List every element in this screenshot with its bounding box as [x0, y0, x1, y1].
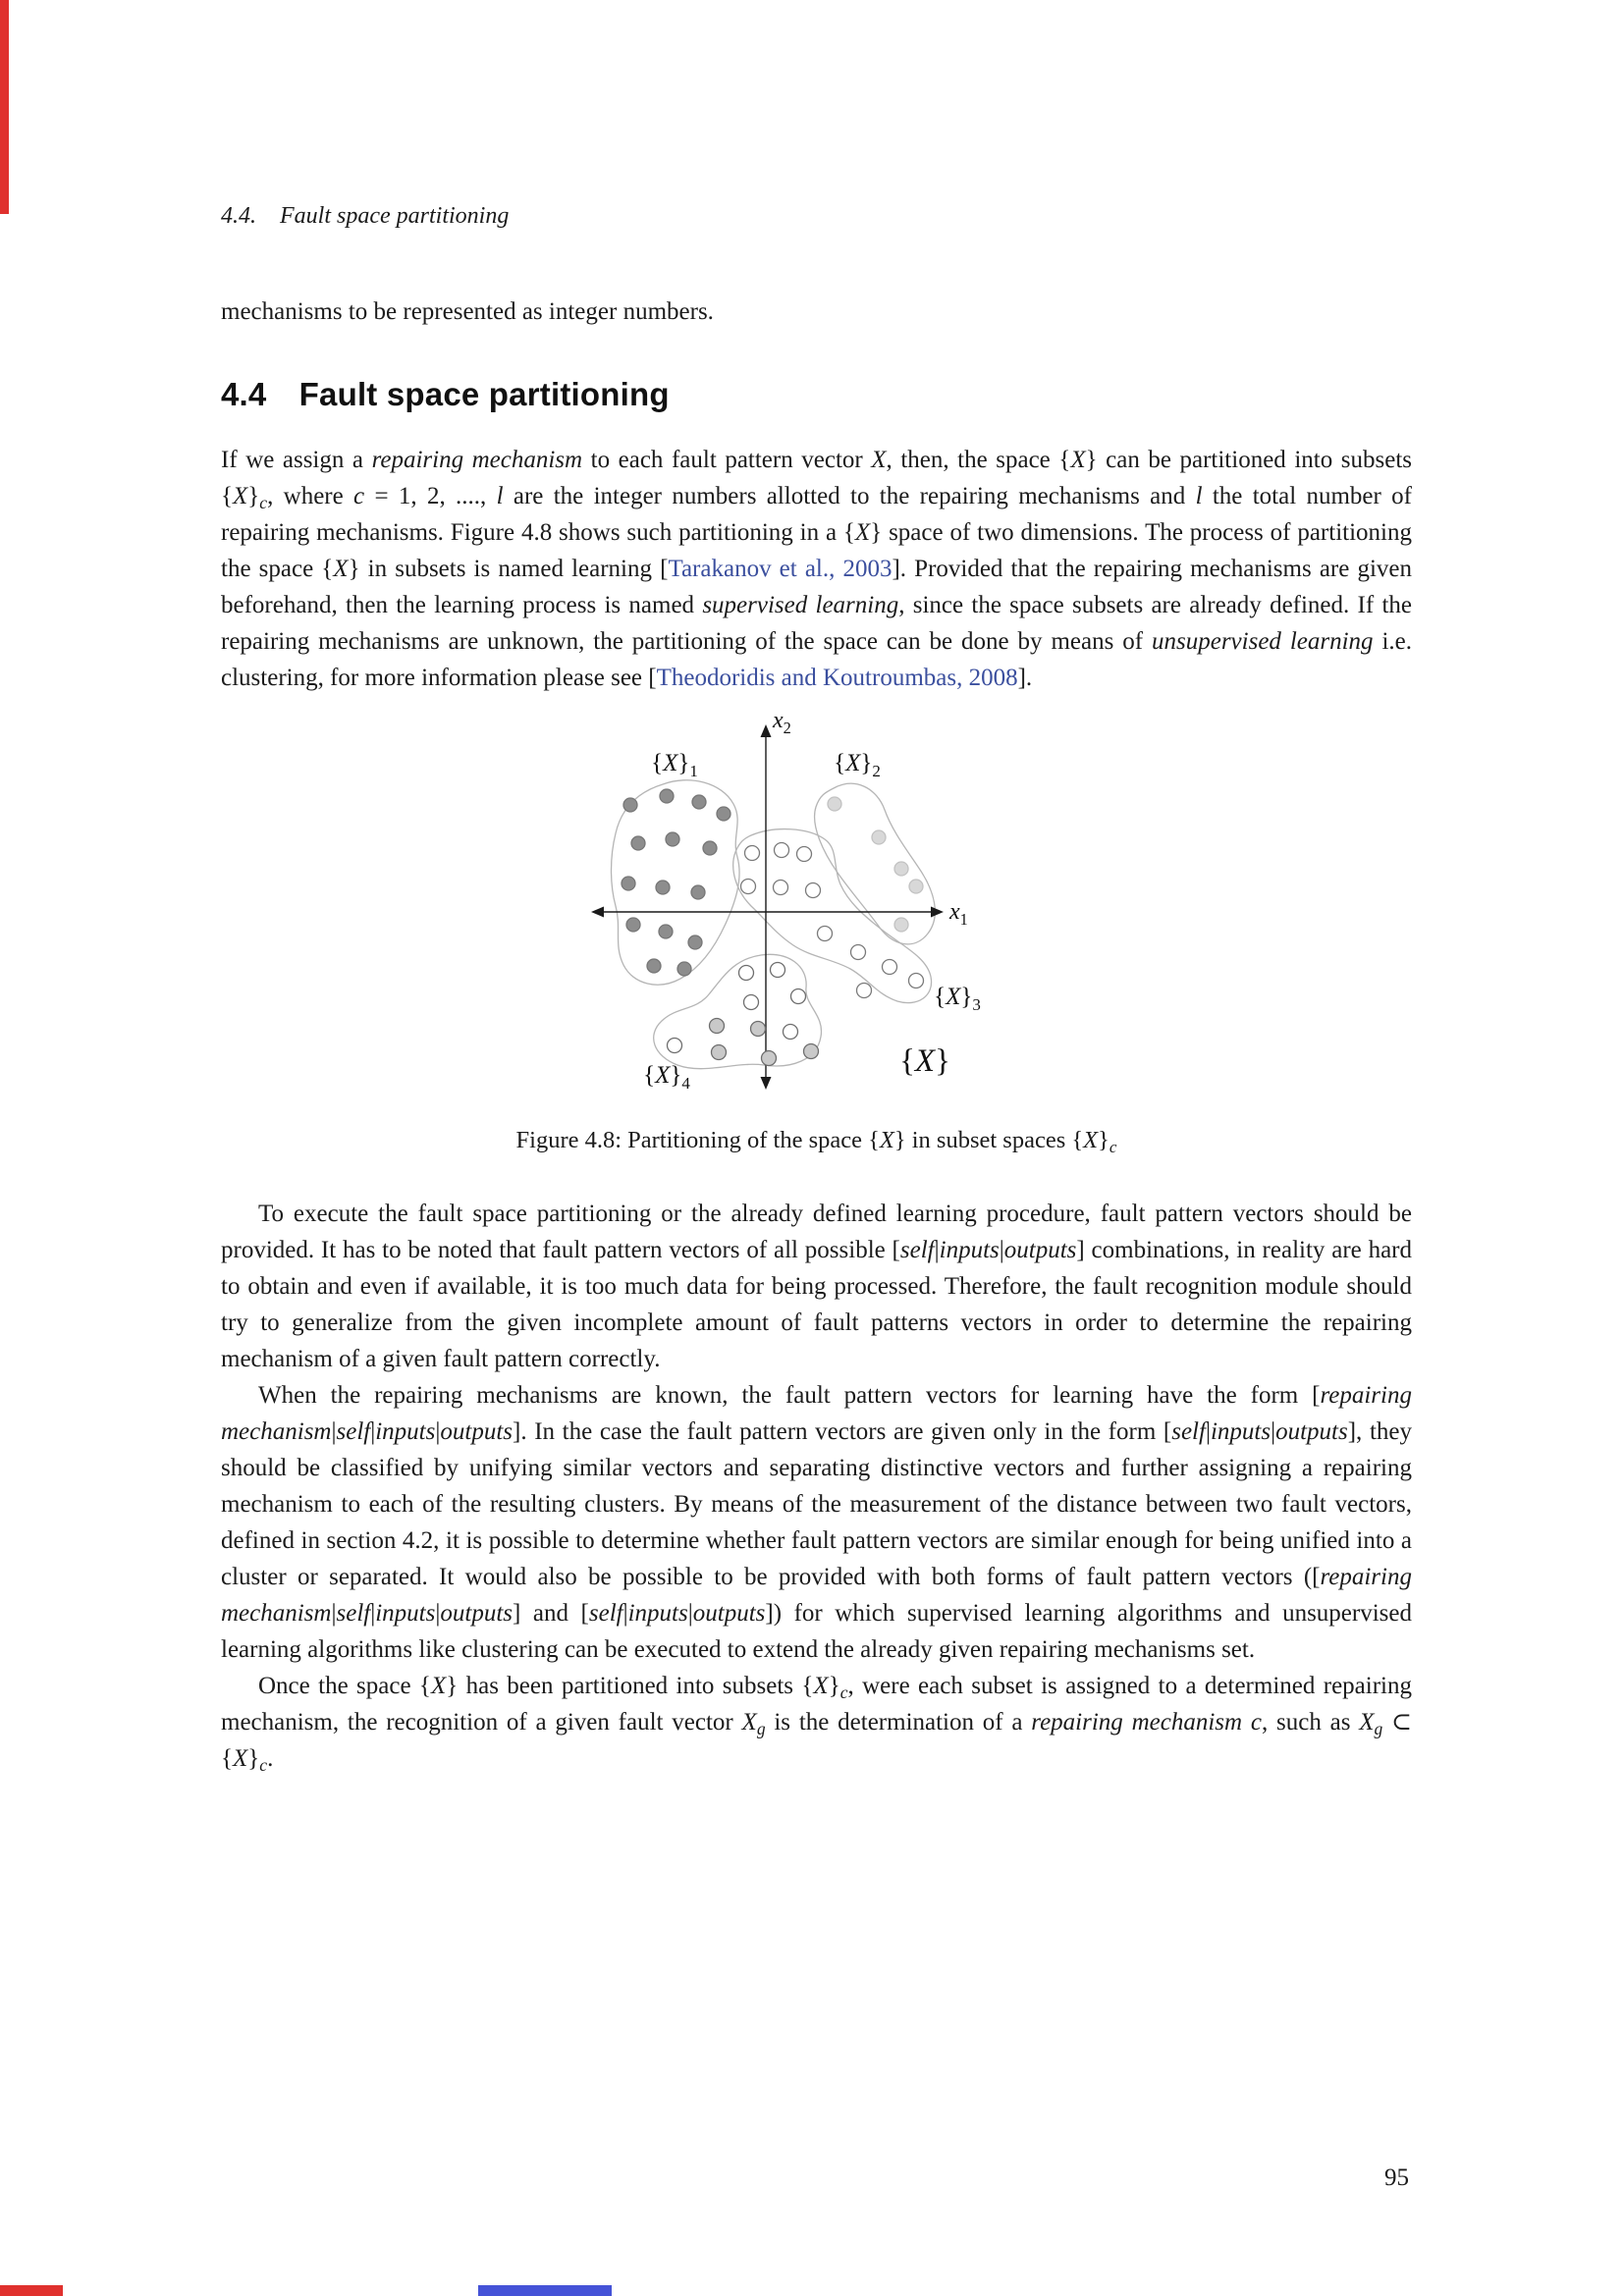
data-point-subset-3-open [796, 847, 811, 862]
body-paragraph-1 [221, 442, 1412, 696]
text-run: self [336, 1418, 371, 1445]
body-paragraph-3 [221, 1377, 1412, 1668]
data-point-subset-1-dark [623, 798, 637, 812]
text-run: i.e. clustering, for more information please see [ [221, 628, 1413, 691]
cluster-label: $\{X\}_1$ [650, 750, 698, 780]
data-point-subset-1-dark [692, 795, 706, 809]
figure-4-8-scatter [586, 710, 1048, 1107]
text-run: inputs [375, 1418, 436, 1445]
text-run: repairing mechanism [221, 1382, 1412, 1445]
text-run: , since the space subsets are already defined. If the repairing mechanisms are unknown, the partitioning of the space can be done by means of [221, 592, 1412, 655]
text-run: outputs [440, 1600, 513, 1627]
text-run: l [1195, 483, 1203, 509]
text-run: g [1374, 1718, 1383, 1738]
data-point-subset-4-gray [761, 1051, 776, 1066]
figure-caption [221, 1125, 1412, 1156]
cluster-label: $\{X\}_4$ [642, 1062, 690, 1093]
text-run: X [1070, 447, 1086, 473]
text-run: unsupervised learning [1152, 628, 1374, 655]
section-heading: 4.4 Fault space partitioning [221, 376, 670, 412]
text-run: To execute the fault space partitioning or the already defined learning procedure, fault pattern vectors should be provided. It has to be noted that fault pattern vectors of all possible [ [221, 1201, 1412, 1263]
text-run: c [259, 492, 268, 512]
data-point-subset-4-open [738, 966, 753, 981]
text-run: is the determination of a [765, 1709, 1032, 1735]
text-run: } has been partitioned into subsets { [446, 1673, 814, 1699]
data-point-subset-3-open [850, 945, 865, 960]
text-run: When the repairing mechanisms are known, the fault pattern vectors for learning have the form [ [258, 1382, 1321, 1409]
data-point-subset-4-open [783, 1025, 797, 1040]
data-point-subset-1-dark [647, 959, 661, 973]
text-run: c [353, 483, 365, 509]
text-run: | [999, 1237, 1004, 1263]
text-run: ] and [ [513, 1600, 589, 1627]
text-run: g [756, 1718, 766, 1738]
text-run: } [1098, 1127, 1109, 1153]
text-run: outputs [1275, 1418, 1348, 1445]
edge-artifact-red-bottom-left [0, 2285, 63, 2296]
axis-arrow-icon [591, 907, 604, 918]
data-point-subset-2-light [828, 797, 841, 811]
data-point-subset-2-light [909, 880, 923, 893]
text-run: X [333, 556, 349, 582]
text-run: X [813, 1673, 829, 1699]
text-run: = 1, 2, ...., [364, 483, 497, 509]
cluster-outline [732, 829, 931, 1003]
text-run: outputs [1003, 1237, 1077, 1263]
x-axis-label: $x_1$ [948, 899, 968, 929]
text-run: inputs [627, 1600, 688, 1627]
data-point-subset-3-open [744, 846, 759, 861]
data-point-subset-1-dark [659, 925, 673, 938]
text-run: ] combinations, in reality are hard to obtain and even if available, it is too much data for being processed. Therefore, the fault recognition module should try to generalize from the given incomplete amount of fault patterns vectors in order to determine the repairing mechanism of a given fault pattern correctly. [221, 1237, 1412, 1372]
text-run: supervised learning [702, 592, 899, 618]
axis-arrow-icon [931, 907, 944, 918]
text-run: to each fault pattern vector [582, 447, 872, 473]
text-run: } [247, 1745, 260, 1772]
text-run: } in subsets is named learning [ [348, 556, 669, 582]
text-run: } [828, 1673, 840, 1699]
data-point-subset-4-open [743, 995, 758, 1010]
page-number: 95 [1384, 2164, 1409, 2191]
text-run: | [370, 1418, 376, 1445]
text-run: self [588, 1600, 623, 1627]
data-point-subset-1-dark [656, 881, 670, 894]
text-run: If we assign a [221, 447, 372, 473]
text-run: c [839, 1682, 848, 1702]
intro-paragraph: mechanisms to be represented as integer numbers. [221, 298, 714, 325]
text-run: | [622, 1600, 628, 1627]
text-run: X [1359, 1709, 1375, 1735]
data-point-subset-1-dark [631, 836, 645, 850]
text-run: X [233, 1745, 248, 1772]
text-run: repairing mechanism [371, 447, 583, 473]
text-run: } in subset spaces { [893, 1127, 1084, 1153]
data-point-subset-4-open [770, 963, 784, 978]
data-point-subset-3-open [740, 880, 755, 894]
data-point-subset-2-light [894, 918, 908, 932]
data-point-subset-1-dark [660, 789, 674, 803]
text-run: X [879, 1127, 894, 1153]
text-run: | [331, 1600, 337, 1627]
text-run: X [741, 1709, 757, 1735]
text-run: ], they should be classified by unifying similar vectors and separating distinctive vectors and further assigning a repairing mechanism to each of the resulting clusters. By means of the measurement of the distance between two fault vectors, defined in section 4.2, it is possible to determine whether fault pattern vectors are similar enough for being unified into a cluster or separated. It would also be possible to be provided with both forms of fault pattern vectors ([ [221, 1418, 1412, 1590]
text-run: self [1171, 1418, 1206, 1445]
edge-artifact-red-top-left [0, 0, 9, 214]
text-run: X [854, 519, 871, 546]
text-run: self [336, 1600, 371, 1627]
edge-artifact-blue-bottom [478, 2285, 612, 2296]
text-run: } [247, 483, 260, 509]
text-run: c [259, 1754, 268, 1775]
y-axis-label: $x_2$ [772, 710, 791, 737]
data-point-subset-1-dark [666, 832, 679, 846]
axis-arrow-icon [760, 1077, 771, 1090]
text-run: , then, the space { [886, 447, 1071, 473]
data-point-subset-4-gray [709, 1019, 724, 1034]
data-point-subset-4-gray [803, 1044, 818, 1059]
text-run: 4.4. Fault space partitioning [221, 203, 510, 229]
text-run: the total number of repairing mechanisms. Figure 4.8 shows such partitioning in a { [221, 483, 1412, 546]
body-paragraph-4 [221, 1668, 1412, 1777]
data-point-subset-4-gray [711, 1045, 726, 1060]
data-point-subset-4-open [667, 1039, 681, 1053]
text-run: X [871, 447, 887, 473]
text-run: inputs [939, 1237, 1000, 1263]
text-run: c [1250, 1709, 1262, 1735]
text-run: | [687, 1600, 693, 1627]
cluster-label: {X} [898, 1043, 950, 1079]
data-point-subset-3-open [817, 927, 832, 941]
text-run: inputs [1210, 1418, 1271, 1445]
text-run: Once the space { [258, 1673, 431, 1699]
cluster-label: $\{X\}_2$ [833, 750, 881, 780]
body-paragraph-2 [221, 1196, 1412, 1377]
text-run: ]. Provided that the repairing mechanisms are given beforehand, then the learning process is named [221, 556, 1412, 618]
text-run: , such as [1261, 1709, 1360, 1735]
text-run: outputs [692, 1600, 766, 1627]
text-run: ]. In the case the fault pattern vectors are given only in the form [ [513, 1418, 1172, 1445]
text-run: . [267, 1745, 274, 1772]
text-run: are the integer numbers allotted to the repairing mechanisms and [503, 483, 1196, 509]
text-run: } space of two dimensions. The process of partitioning the space { [221, 519, 1412, 582]
axis-arrow-icon [760, 724, 771, 737]
text-run: | [331, 1418, 337, 1445]
text-run: repairing mechanism [221, 1564, 1412, 1627]
data-point-subset-1-dark [622, 877, 635, 890]
data-point-subset-1-dark [691, 885, 705, 899]
data-point-subset-4-gray [750, 1022, 765, 1037]
data-point-subset-3-open [773, 881, 787, 895]
text-run: | [934, 1237, 940, 1263]
data-point-subset-1-dark [717, 807, 730, 821]
text-run: l [496, 483, 504, 509]
data-point-subset-1-dark [677, 962, 691, 976]
text-run: X [233, 483, 248, 509]
text-run: , were each subset is assigned to a determined repairing mechanism, the recognition of a given fault vector [221, 1673, 1412, 1735]
data-point-subset-3-open [882, 960, 896, 975]
data-point-subset-3-open [774, 843, 788, 858]
text-run: ⊂ { [221, 1709, 1412, 1772]
data-point-subset-1-dark [626, 918, 640, 932]
text-run: self [899, 1237, 935, 1263]
data-point-subset-1-dark [703, 841, 717, 855]
text-run: | [1205, 1418, 1211, 1445]
data-point-subset-4-open [790, 989, 805, 1004]
text-run: c [1109, 1137, 1117, 1156]
text-run: | [370, 1600, 376, 1627]
text-run: | [1271, 1418, 1276, 1445]
data-point-subset-3-open [805, 883, 820, 898]
text-run: outputs [440, 1418, 513, 1445]
text-run: X [1083, 1127, 1099, 1153]
text-run: X [430, 1673, 447, 1699]
text-run: ]. [1017, 665, 1033, 691]
data-point-subset-1-dark [688, 935, 702, 949]
text-run: ]) for which supervised learning algorithms and unsupervised learning algorithms like clustering can be executed to extend the already given repairing mechanisms set. [221, 1600, 1412, 1663]
text-run: } can be partitioned into subsets { [221, 447, 1412, 509]
running-header [221, 201, 1412, 231]
text-run: Figure 4.8: Partitioning of the space { [515, 1127, 880, 1153]
data-point-subset-2-light [894, 862, 908, 876]
data-point-subset-3-open [856, 984, 871, 998]
citation-link[interactable]: Tarakanov et al., 2003 [668, 556, 893, 582]
text-run: repairing mechanism [1031, 1709, 1243, 1735]
data-point-subset-2-light [872, 830, 886, 844]
text-run [1242, 1709, 1251, 1735]
text-run: | [435, 1600, 441, 1627]
cluster-label: $\{X\}_3$ [933, 984, 981, 1014]
text-run: inputs [375, 1600, 436, 1627]
text-run: , where [267, 483, 354, 509]
citation-link[interactable]: Theodoridis and Koutroumbas, 2008 [656, 665, 1018, 691]
text-run: | [435, 1418, 441, 1445]
data-point-subset-3-open [908, 974, 923, 988]
